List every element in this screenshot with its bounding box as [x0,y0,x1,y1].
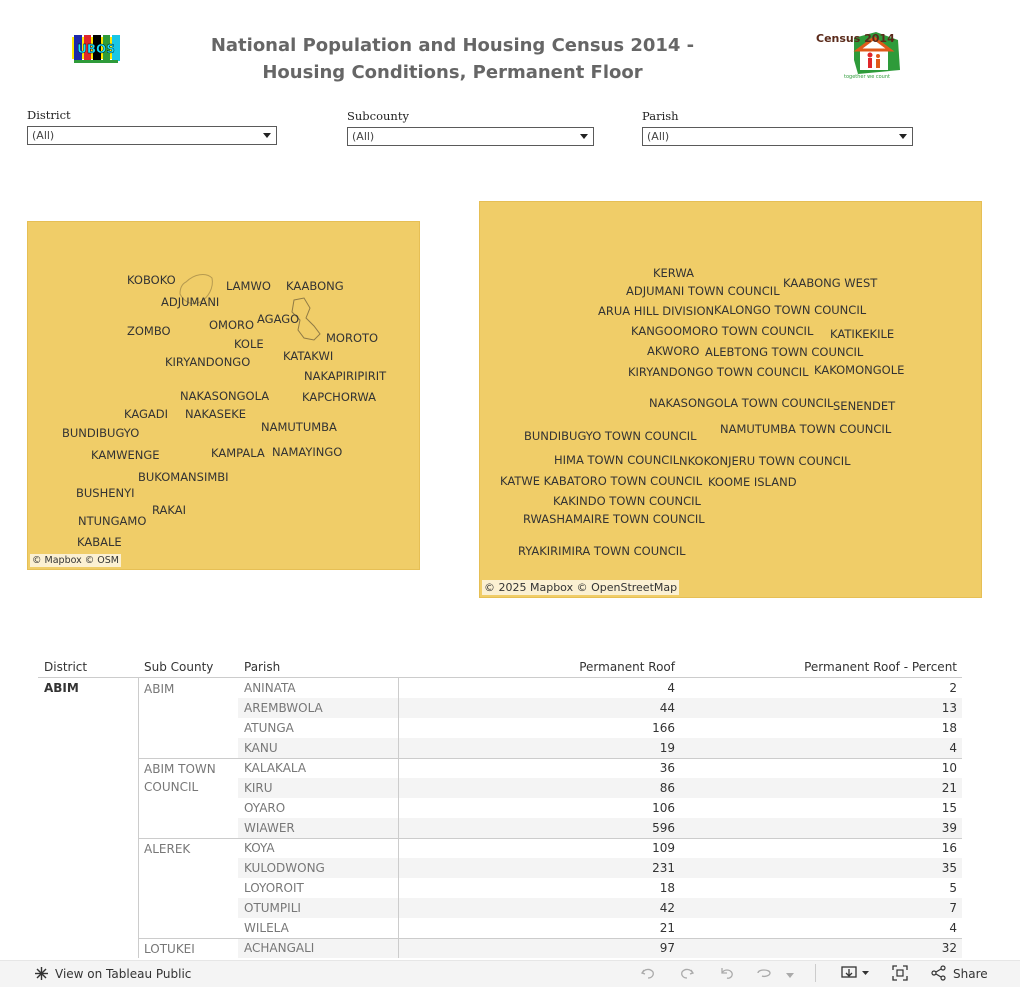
table-row[interactable] [38,878,962,898]
subcounty-select[interactable] [347,127,594,146]
map-label[interactable]: BUSHENYI [76,486,135,500]
share-icon[interactable] [931,965,947,984]
parish-cell: ACHANGALI [244,941,315,955]
map-label[interactable]: BUNDIBUGYO [62,426,140,440]
map-label[interactable]: KALONGO TOWN COUNCIL [714,303,867,317]
table-row[interactable] [38,678,962,698]
subcounty-filter-label: Subcounty [347,109,409,123]
map-label[interactable]: KATIKEKILE [830,327,895,341]
permanent-roof-cell: 19 [659,741,675,755]
permanent-roof-percent-cell: 21 [941,781,957,795]
subcounty-filter [347,109,594,146]
permanent-roof-cell: 36 [659,761,675,775]
parish-cell: OTUMPILI [244,901,301,915]
table-row[interactable] [38,738,962,758]
map-label[interactable]: KOLE [234,337,264,351]
parish-cell: KOYA [244,841,275,855]
map-label[interactable]: KERWA [653,266,694,280]
permanent-roof-percent-cell: 5 [949,881,957,895]
map-label[interactable]: RAKAI [152,503,186,517]
subcounty-map[interactable] [479,201,982,598]
map-label[interactable]: RYAKIRIMIRA TOWN COUNCIL [518,544,686,558]
table-row[interactable] [38,838,962,858]
permanent-roof-cell: 86 [659,781,675,795]
page-title: National Population and Housing Census 2014 - Housing Conditions, Permanent Floor [210,35,695,83]
column-divider [398,678,399,958]
census-logo-text: Census 2014 [816,32,895,45]
table-row[interactable] [38,918,962,938]
subcounty-cell: LOTUKEI [144,942,195,956]
share-button[interactable]: Share [953,967,988,981]
table-row[interactable] [38,698,962,718]
table-header [38,657,962,678]
table-row[interactable] [38,938,962,958]
table-row[interactable] [38,718,962,738]
district-map[interactable] [27,221,420,570]
parish-cell: AREMBWOLA [244,701,323,715]
map-label[interactable]: KAKINDO TOWN COUNCIL [553,494,701,508]
map-label[interactable]: KATAKWI [283,349,334,363]
district-select-value: (All) [32,129,55,142]
district-select[interactable] [27,126,277,145]
map-label[interactable]: NAMUTUMBA TOWN COUNCIL [720,422,892,436]
group-separator [138,838,962,839]
district-filter [27,108,277,145]
permanent-roof-percent-cell: 4 [949,921,957,935]
parish-cell: WIAWER [244,821,295,835]
dropdown-arrow-icon [263,133,271,138]
dropdown-arrow-icon [580,134,588,139]
permanent-roof-cell: 97 [659,941,675,955]
parish-select-value: (All) [647,130,670,143]
permanent-roof-cell: 18 [659,881,675,895]
permanent-roof-cell: 4 [667,681,675,695]
map-label[interactable]: KAKOMONGOLE [814,363,905,377]
permanent-roof-percent-cell: 2 [949,681,957,695]
map-label[interactable]: KAPCHORWA [302,390,377,404]
permanent-roof-percent-cell: 4 [949,741,957,755]
map-label[interactable]: NTUNGAMO [78,514,147,528]
map-label[interactable]: NAMAYINGO [272,445,343,459]
permanent-roof-cell: 21 [659,921,675,935]
map-label[interactable]: KANGO [631,324,673,338]
permanent-roof-percent-cell: 18 [941,721,957,735]
table-row[interactable] [38,858,962,878]
table-row[interactable] [38,778,962,798]
map-label[interactable]: KOOME ISLAND [708,475,797,489]
parish-filter [642,109,913,146]
column-header-parish[interactable]: Parish [244,660,281,674]
undo-icon[interactable] [640,965,656,984]
column-header-permanent-roof-percent[interactable]: Permanent Roof - Percent [804,660,957,674]
parish-select[interactable] [642,127,913,146]
map-label[interactable]: KABALE [77,535,122,549]
district-divider [138,678,139,958]
permanent-roof-percent-cell: 32 [941,941,957,955]
map-label[interactable]: BUKOMANSIMBI [138,470,229,484]
revert-icon[interactable] [719,965,735,984]
table-row[interactable] [38,898,962,918]
parish-cell: ATUNGA [244,721,294,735]
map-label[interactable]: KATWE KABATORO TOWN COUNCIL [500,474,703,488]
parish-filter-label: Parish [642,109,679,123]
parish-cell: LOYOROIT [244,881,304,895]
map-label[interactable]: OMORO [209,318,255,332]
map-label[interactable]: NAMUTUMBA [261,420,337,434]
map-label[interactable]: KAMPALA [211,446,265,460]
permanent-roof-percent-cell: 7 [949,901,957,915]
group-separator [138,758,962,759]
parish-cell: KANU [244,741,278,755]
map-label[interactable]: ZOMBO [127,324,171,338]
parish-cell: KULODWONG [244,861,325,875]
map-attribution[interactable]: © 2025 Mapbox © OpenStreetMap [484,581,678,594]
subcounty-cell: ALEREK [144,842,191,856]
redo-icon[interactable] [679,965,695,984]
parish-cell: KIRU [244,781,273,795]
map-label[interactable]: KIRYANDONGO TOWN COUNCIL [628,365,809,379]
map-label[interactable]: KAABONG WEST [783,276,878,290]
parish-cell: KALAKALA [244,761,307,775]
view-on-tableau-link[interactable]: View on Tableau Public [55,967,192,981]
map-label[interactable]: ALEBTONG TOWN COUNCIL [705,345,864,359]
subcounty-cell: ABIM [144,682,175,696]
permanent-roof-percent-cell: 13 [941,701,957,715]
permanent-roof-percent-cell: 35 [941,861,957,875]
map-label[interactable]: RWASHAMAIRE TOWN COUNCIL [523,512,705,526]
map-label[interactable]: AGAGO [257,312,300,326]
group-separator [138,938,962,939]
map-label[interactable]: KAMWENGE [91,448,160,462]
column-header-district[interactable]: District [44,660,88,674]
map-label[interactable]: HIMA TOWN COUNCIL [554,453,680,467]
map-label[interactable]: OMORO TOWN COUNCIL [673,324,814,338]
dropdown-arrow-icon [899,134,907,139]
ubos-logo-text: UBOS [77,42,115,56]
map-label[interactable]: KOBOKO [127,273,176,287]
parish-cell: OYARO [244,801,286,815]
fullscreen-icon[interactable] [892,965,908,984]
map-label[interactable]: KAABONG [286,279,344,293]
map-label[interactable]: ADJUMANI TOWN COUNCIL [626,284,780,298]
map-label[interactable]: KAGADI [124,407,169,421]
census-logo-tagline: together we count [844,74,890,80]
permanent-roof-cell: 44 [659,701,675,715]
map-label[interactable]: AKWORO [647,344,700,358]
permanent-roof-cell: 596 [652,821,675,835]
table-row[interactable] [38,818,962,838]
table-body [38,678,962,958]
tableau-logo-icon [34,966,49,984]
ubos-logo [70,33,122,65]
map-attribution[interactable]: © Mapbox © OSM [32,555,119,566]
subcounty-select-value: (All) [352,130,375,143]
map-label[interactable]: NAKASEKE [185,407,247,421]
map-label[interactable]: SENENDET [833,399,896,413]
parish-cell: ANINATA [244,681,296,695]
permanent-roof-cell: 166 [652,721,675,735]
housing-table [38,657,962,958]
refresh-menu-caret-icon[interactable] [786,968,794,982]
permanent-roof-cell: 106 [652,801,675,815]
map-label[interactable]: BUNDIBUGYO TOWN COUNCIL [524,429,697,443]
district-cell: ABIM [44,681,79,695]
parish-cell: WILELA [244,921,289,935]
map-label[interactable]: LAMWO [226,279,271,293]
download-icon[interactable] [841,965,871,984]
permanent-roof-percent-cell: 39 [941,821,957,835]
map-label[interactable]: ARUA HILL DIVISION [598,304,715,318]
permanent-roof-cell: 109 [652,841,675,855]
map-label[interactable]: NAKAPIRIPIRIT [304,369,387,383]
tableau-toolbar [0,960,1020,987]
census-2014-logo [814,30,902,80]
map-label[interactable]: MOROTO [326,331,379,345]
map-label[interactable]: ADJUMANI [161,295,220,309]
column-header-subcounty[interactable]: Sub County [144,660,214,674]
map-label[interactable]: KIRYANDONGO [165,355,251,369]
district-filter-label: District [27,108,71,122]
column-header-permanent-roof[interactable]: Permanent Roof [579,660,675,674]
refresh-icon[interactable] [756,965,786,984]
permanent-roof-cell: 42 [659,901,675,915]
table-row[interactable] [38,798,962,818]
subcounty-cell: ABIM TOWN COUNCIL [144,762,216,794]
map-label[interactable]: NAKASONGOLA TOWN COUNCIL [649,396,834,410]
map-label[interactable]: NAKASONGOLA [180,389,270,403]
permanent-roof-percent-cell: 10 [941,761,957,775]
permanent-roof-percent-cell: 16 [941,841,957,855]
map-label[interactable]: NKOKONJERU TOWN COUNCIL [679,454,851,468]
toolbar-divider [815,964,816,982]
permanent-roof-cell: 231 [652,861,675,875]
permanent-roof-percent-cell: 15 [941,801,957,815]
